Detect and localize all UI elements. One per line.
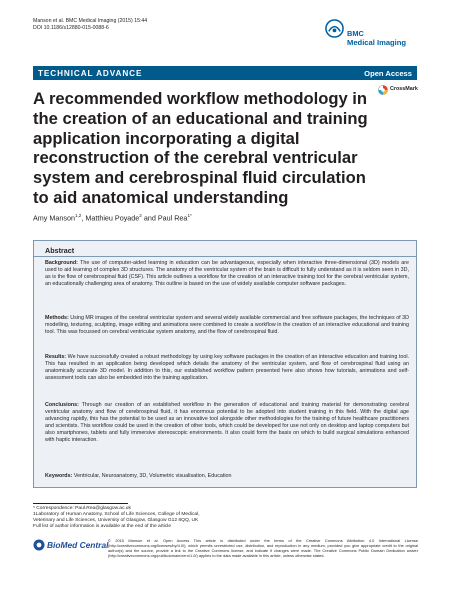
author-name[interactable]: Paul Rea [157,213,188,223]
footnotes [33,503,200,530]
keywords-label: Keywords: [45,473,73,479]
doi-line: DOI 10.1186/s12880-015-0088-6 [33,25,109,31]
author-name[interactable]: Matthieu Poyade [85,213,140,223]
abstract-heading: Abstract [45,246,75,255]
article-title: A recommended workflow methodology in the creation of an educational and training application incorporating a digital reconstruction of the cerebral ventricular system and cerebrospinal fluid circulation to aid anatomical understanding [33,89,368,207]
affiliation-note: 1Laboratory of Human Anatomy, School of Life Sciences, College of Medical, [33,511,200,517]
section-text: We have successfully created a robust methodology by using key software packages in the creation of an interactive education and training tool. This has resulted in an application being developed which details the anatomy of the ventricular system, and flow of cerebrospinal fluid using an anatomically accurate 3D model. In addition to this, our established workflow pattern presented here also shows how tutorials, animations and self-assessment tools can also be embedded into the training application. [45,354,409,381]
author-affiliation-sup: 2 [139,213,142,218]
crossmark-label: CrossMark [390,86,418,92]
author-list: Amy Manson$^{1,2}$, Matthieu Poyade$^2$ and Paul Rea$^{1*}$ [33,213,192,223]
article-type-label: TECHNICAL ADVANCE [38,68,143,78]
journal-publisher: BMC [347,29,364,38]
abstract-methods [45,315,409,336]
citation-line: Manson et al. BMC Medical Imaging (2015) 15:44 [33,18,148,24]
publisher-logo [33,538,109,552]
license-text: © 2015 Manson et al. Open Access This article is distributed under the terms of the Creative Commons Attribution 4.0 International License (http://creativecommons.org/licenses/by/4.0/), which permits unrestricted use, distribution, and reproduction in any medium, provided you give appropriate credit to the original author(s) and the source, provide a link to the Creative Commons license, and indicate if changes were made. The Creative Commons Public Domain Dedication waiver (http://creativecommons.org/publicdomain/zero/1.0/) applies to the data made available in this article, unless otherwise stated. [108,538,418,559]
section-label: Methods: [45,315,69,321]
citation-block [33,18,147,32]
section-label: Background: [45,260,78,266]
journal-logo [325,17,425,49]
footnote-divider [33,503,128,504]
correspondence-note[interactable]: * Correspondence: Paul.Rea@glasgow.ac.uk [33,505,131,511]
article-type-banner [33,66,417,80]
abstract-box [33,240,417,488]
section-text: The use of computer-aided learning in education can be advantageous, especially when interactive three-dimensional (3D) models are used to aid learning of complex 3D structures. The anatomy of the ventricular system of the brain is difficult to fully understand as it is seldom seen in 3D, as is the flow of cerebrospinal fluid (CSF). This article outlines a workflow for the creation of an interactive training tool for the cerebral ventricular system, an educationally challenging area of anatomy. This outline is based on the use of widely available computer software packages. [45,260,410,287]
journal-name: Medical Imaging [347,38,407,47]
affiliation-note: Veterinary and Life Sciences, University of Glasgow, Glasgow G12 8QQ, UK [33,517,199,523]
author-name[interactable]: Amy Manson [33,213,75,223]
section-label: Results: [45,354,67,360]
bmc-journal-mark-icon [325,19,344,38]
section-text: Using MR images of the cerebral ventricular system and several widely available commercial and free software packages, the techniques of 3D modelling, texturing, sculpting, image editing and animations were combined to create a workflow in the creation of an interactive educational and training tool. This was focussed on cerebral ventricular system anatomy, and the flow of cerebrospinal fluid. [45,315,409,335]
author-affiliation-sup: 1,2 [74,213,82,218]
crossmark-icon [378,85,388,95]
abstract-divider [34,256,416,257]
crossmark-badge[interactable] [378,84,424,96]
section-text: Through our creation of an established workflow in the generation of educational and training material for demonstrating cerebral ventricular anatomy and flow of cerebrospinal fluid, it has enormous potential to be adopted into student training in this field. With the digital age advancing rapidly, this has the potential to be used as an innovative tool alongside other methodologies for the training of future healthcare practitioners and scientists. This workflow could be used in the creation of other tools, which could be developed for use not only on desktop and laptop computers but also smartphones, tablets and fully immersive stereoscopic environments. It also could form the basis on which to build surgical simulations enhanced with haptic interaction. [45,402,409,443]
author-info-note: Full list of author information is available at the end of the article [33,523,172,529]
keywords-text: Ventricular, Neuroanatomy, 3D, Volumetric visualisation, Education [73,473,232,479]
publisher-name: BioMed Central [47,539,109,550]
section-label: Conclusions: [45,402,79,408]
abstract-conclusions [45,402,409,444]
open-access-label: Open Access [364,68,412,78]
abstract-keywords [45,473,409,480]
biomed-central-logo-icon [33,539,45,551]
abstract-background [45,260,409,288]
author-affiliation-sup: 1* [187,213,192,218]
abstract-results [45,354,409,382]
